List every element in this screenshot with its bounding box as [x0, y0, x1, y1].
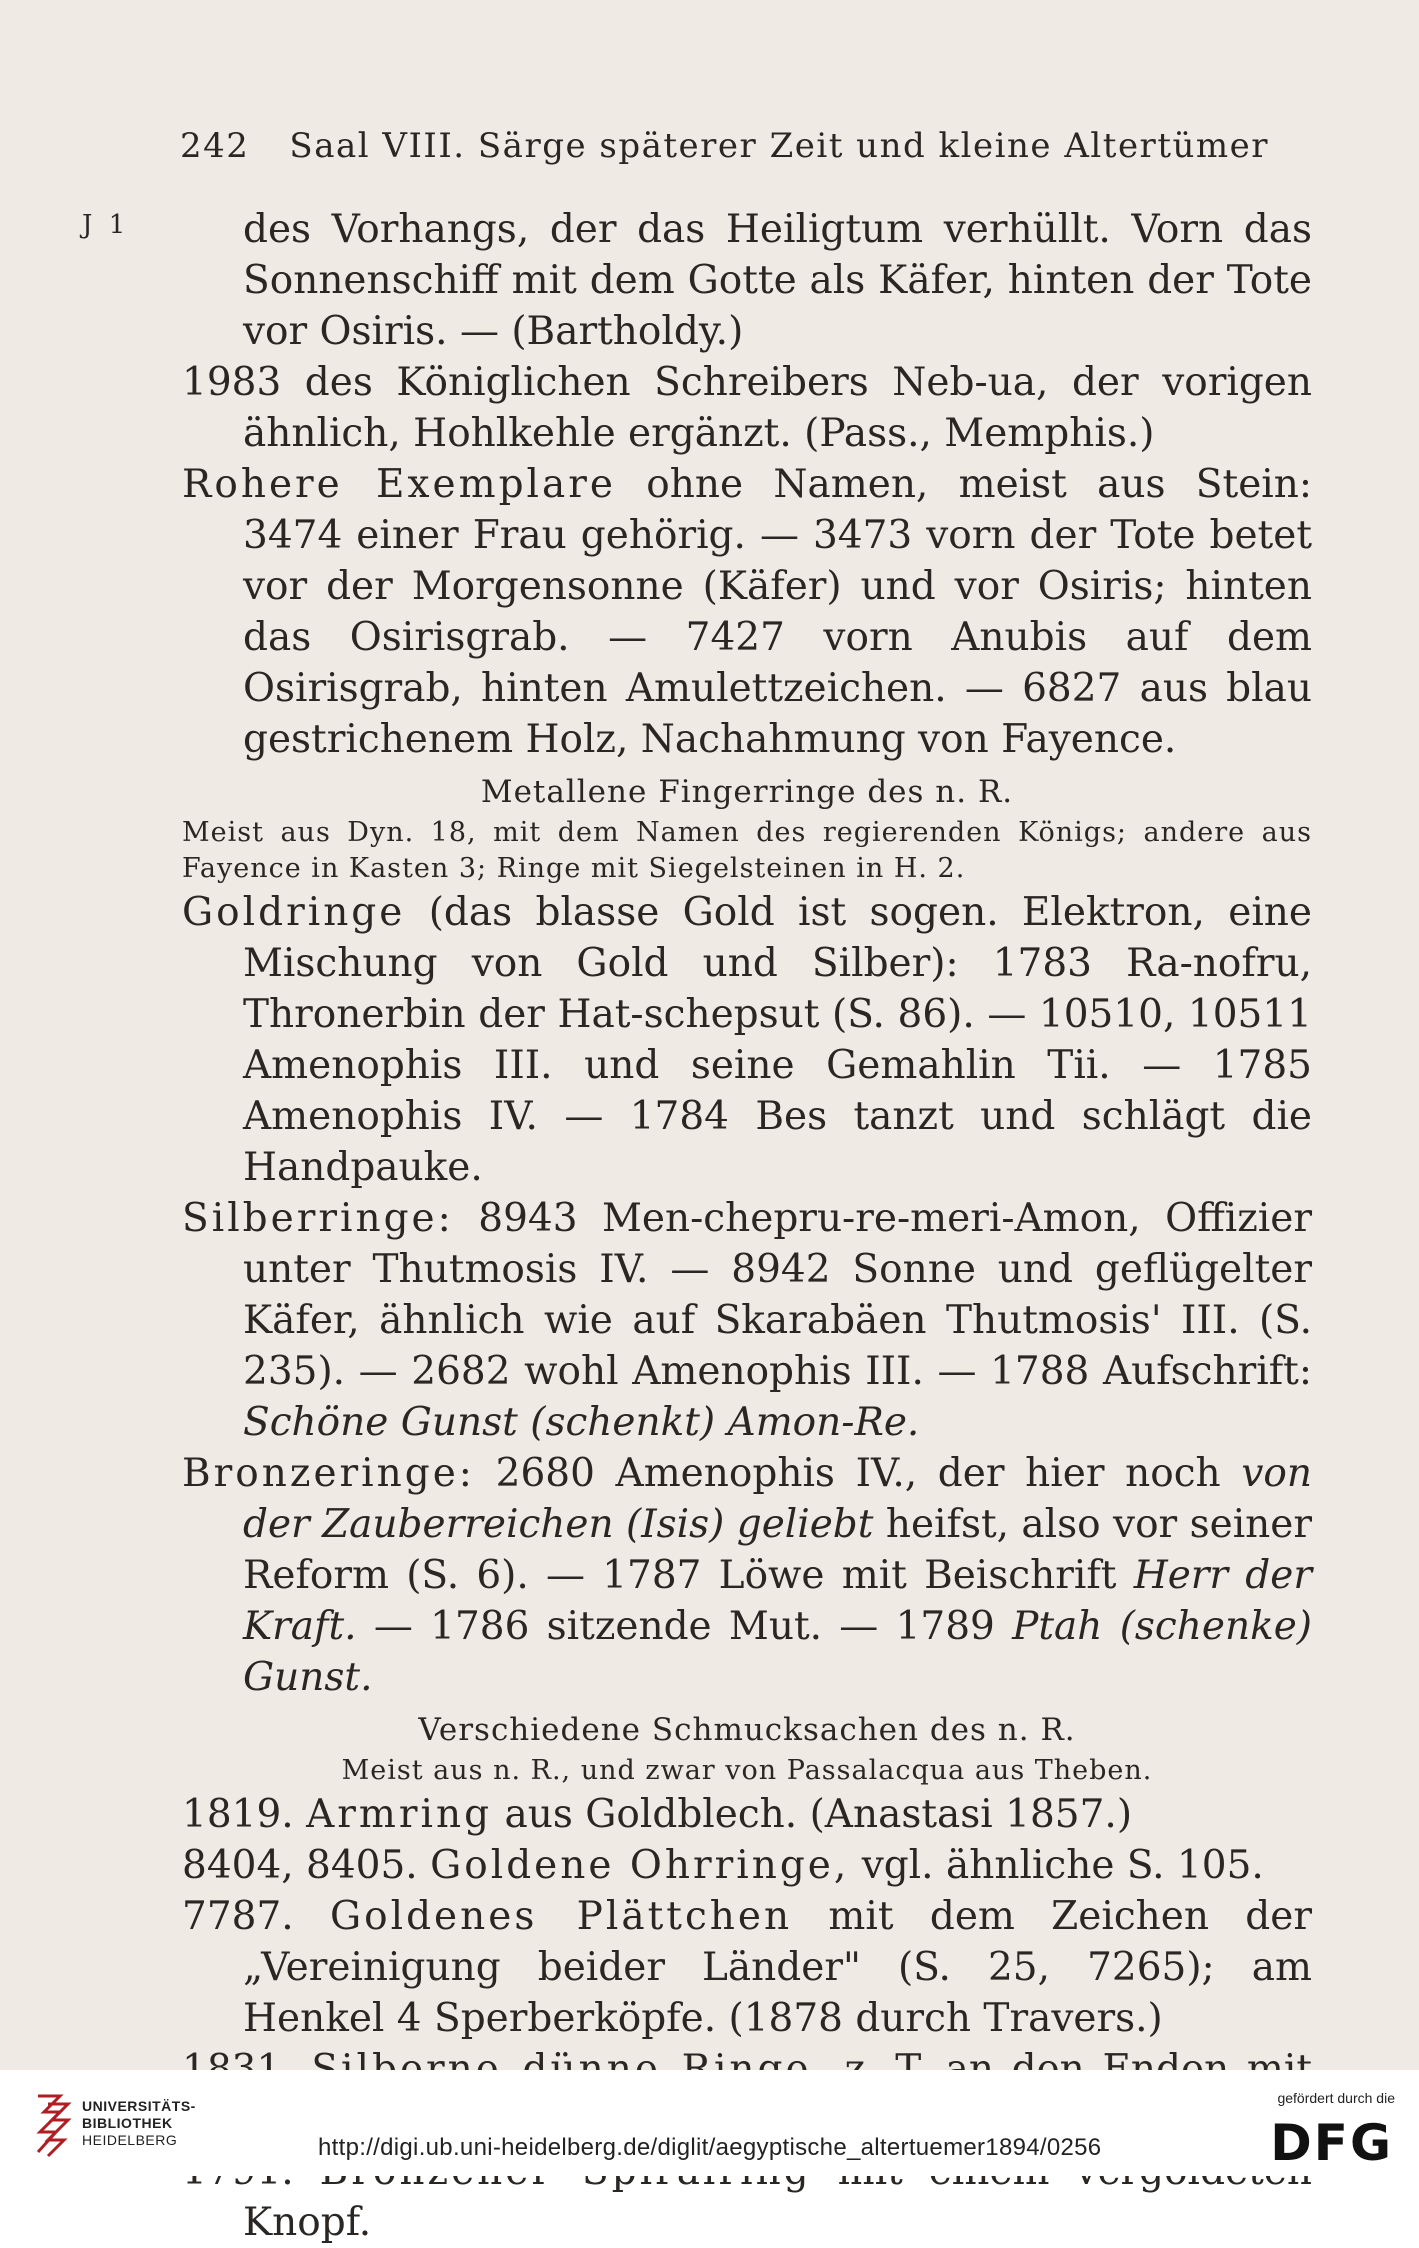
entry-italic: Herr der Kraft.	[243, 1553, 1312, 1649]
entry-text: mit dem Zeichen der „Vereinigung beider Länder" (S. 25, 7265); am Henkel 4 Sperberköpfe. (1878 durch Travers.)	[243, 1894, 1312, 2041]
entry-number: 7787.	[182, 1894, 294, 1939]
funded-by-label: gefördert durch die	[1277, 2090, 1395, 2106]
section-heading-fingerringe: Metallene Fingerringe des n. R.	[480, 774, 1014, 810]
entry-text: heifst, also vor seiner Reform (S. 6). — 1787 Löwe mit Beischrift	[243, 1502, 1313, 1598]
margin-label: J 1	[82, 210, 130, 240]
entry-italic: Schöne Gunst (schenkt) Amon-Re.	[243, 1400, 920, 1445]
entry-text: (das blasse Gold ist sogen. Elektron, eine Mischung von Gold und Silber): 1783 Ra-nofru, Thronerbin der Hat-schepsut (S. 86). — 10510, 10511 Amenophis III. und seine Gemahlin Tii. — 1785 Amenophis IV. — 1784 Bes tanzt und schlägt die Handpauke.	[243, 890, 1312, 1190]
entry-text: — 1786 sitzende Mut. — 1789	[373, 1604, 995, 1649]
entry-italic: Ptah (schenke) Gunst.	[243, 1604, 1313, 1700]
entry-label: Goldenes Plättchen	[329, 1894, 793, 1939]
entry-label: Bronzeringe:	[182, 1451, 475, 1496]
entry-7787	[182, 1891, 1312, 2044]
entry-label: Goldene Ohrringe,	[430, 1843, 850, 1888]
library-name-line: UNIVERSITÄTS-	[82, 2098, 196, 2114]
entry-italic: von der Zauberreichen (Isis) geliebt	[243, 1451, 1312, 1547]
digitization-footer	[0, 2070, 1419, 2176]
entry-1819	[182, 1789, 1312, 1840]
running-head	[180, 126, 1269, 166]
library-name-line: HEIDELBERG	[82, 2132, 178, 2148]
running-title: Saal VIII. Särge späterer Zeit und kleine Altertümer	[289, 126, 1269, 166]
entry-label: Armring	[306, 1792, 493, 1837]
section-heading-schmucksachen: Verschiedene Schmucksachen des n. R.	[418, 1712, 1076, 1748]
entry-label: Goldringe	[182, 890, 406, 935]
entry-8404	[182, 1840, 1312, 1891]
entry-number: 8404, 8405.	[182, 1843, 418, 1888]
entry-1983: 1983 des Königlichen Schreibers Neb-ua, der vorigen ähnlich, Hohlkehle ergänzt. (Pass., Memphis.)	[182, 360, 1312, 456]
library-name	[82, 2098, 196, 2149]
entry-bronzeringe	[182, 1448, 1312, 1703]
entry-text: Knopf.	[243, 2200, 372, 2245]
university-library-logo-icon	[30, 2090, 76, 2160]
entry-text: aus Goldblech. (Anastasi 1857.)	[504, 1792, 1133, 1837]
entry-number: 1819.	[182, 1792, 294, 1837]
permalink-url[interactable]: http://digi.ub.uni-heidelberg.de/diglit/aegyptische_altertuemer1894/0256	[318, 2134, 1102, 2161]
entry-goldringe	[182, 887, 1312, 1193]
entry-text: ohne Namen, meist aus Stein: 3474 einer Frau gehörig. — 3473 vorn der Tote betet vor der Morgensonne (Käfer) und vor Osiris; hinten das Osirisgrab. — 7427 vorn Anubis auf dem Osirisgrab, hinten Amulettzeichen. — 6827 aus blau gestrichenem Holz, Nachahmung von Fayence.	[243, 462, 1312, 762]
entry-text: 8943 Men-chepru-re-meri-Amon, Offizier unter Thutmosis IV. — 8942 Sonne und geflügelter Käfer, ähnlich wie auf Skarabäen Thutmosis' III. (S. 235). — 2682 wohl Amenophis III. — 1788 Aufschrift:	[243, 1196, 1313, 1394]
body-text	[182, 204, 1312, 2248]
entry-silberringe	[182, 1193, 1312, 1448]
paragraph-continuation: des Vorhangs, der das Heiligtum verhüllt. Vorn das Sonnenschiff mit dem Gotte als Käfer, hinten der Tote vor Osiris. — (Bartholdy.)	[243, 207, 1312, 354]
entry-text: vgl. ähnliche S. 105.	[861, 1843, 1264, 1888]
library-name-line: BIBLIOTHEK	[82, 2115, 173, 2131]
entry-text: 2680 Amenophis IV., der hier noch	[495, 1451, 1221, 1496]
entry-rohere-exemplare	[182, 459, 1312, 765]
section-note-schmucksachen: Meist aus n. R., und zwar von Passalacqua aus Theben.	[341, 1755, 1153, 1786]
entry-label: Rohere Exemplare	[182, 462, 616, 507]
dfg-logo: DFG	[1270, 2114, 1393, 2172]
entry-label: Silberringe:	[182, 1196, 454, 1241]
page-number: 242	[180, 126, 250, 166]
section-note-fingerringe: Meist aus Dyn. 18, mit dem Namen des regierenden Königs; andere aus Fayence in Kasten 3; Ringe mit Siegelsteinen in H. 2.	[182, 817, 1312, 884]
